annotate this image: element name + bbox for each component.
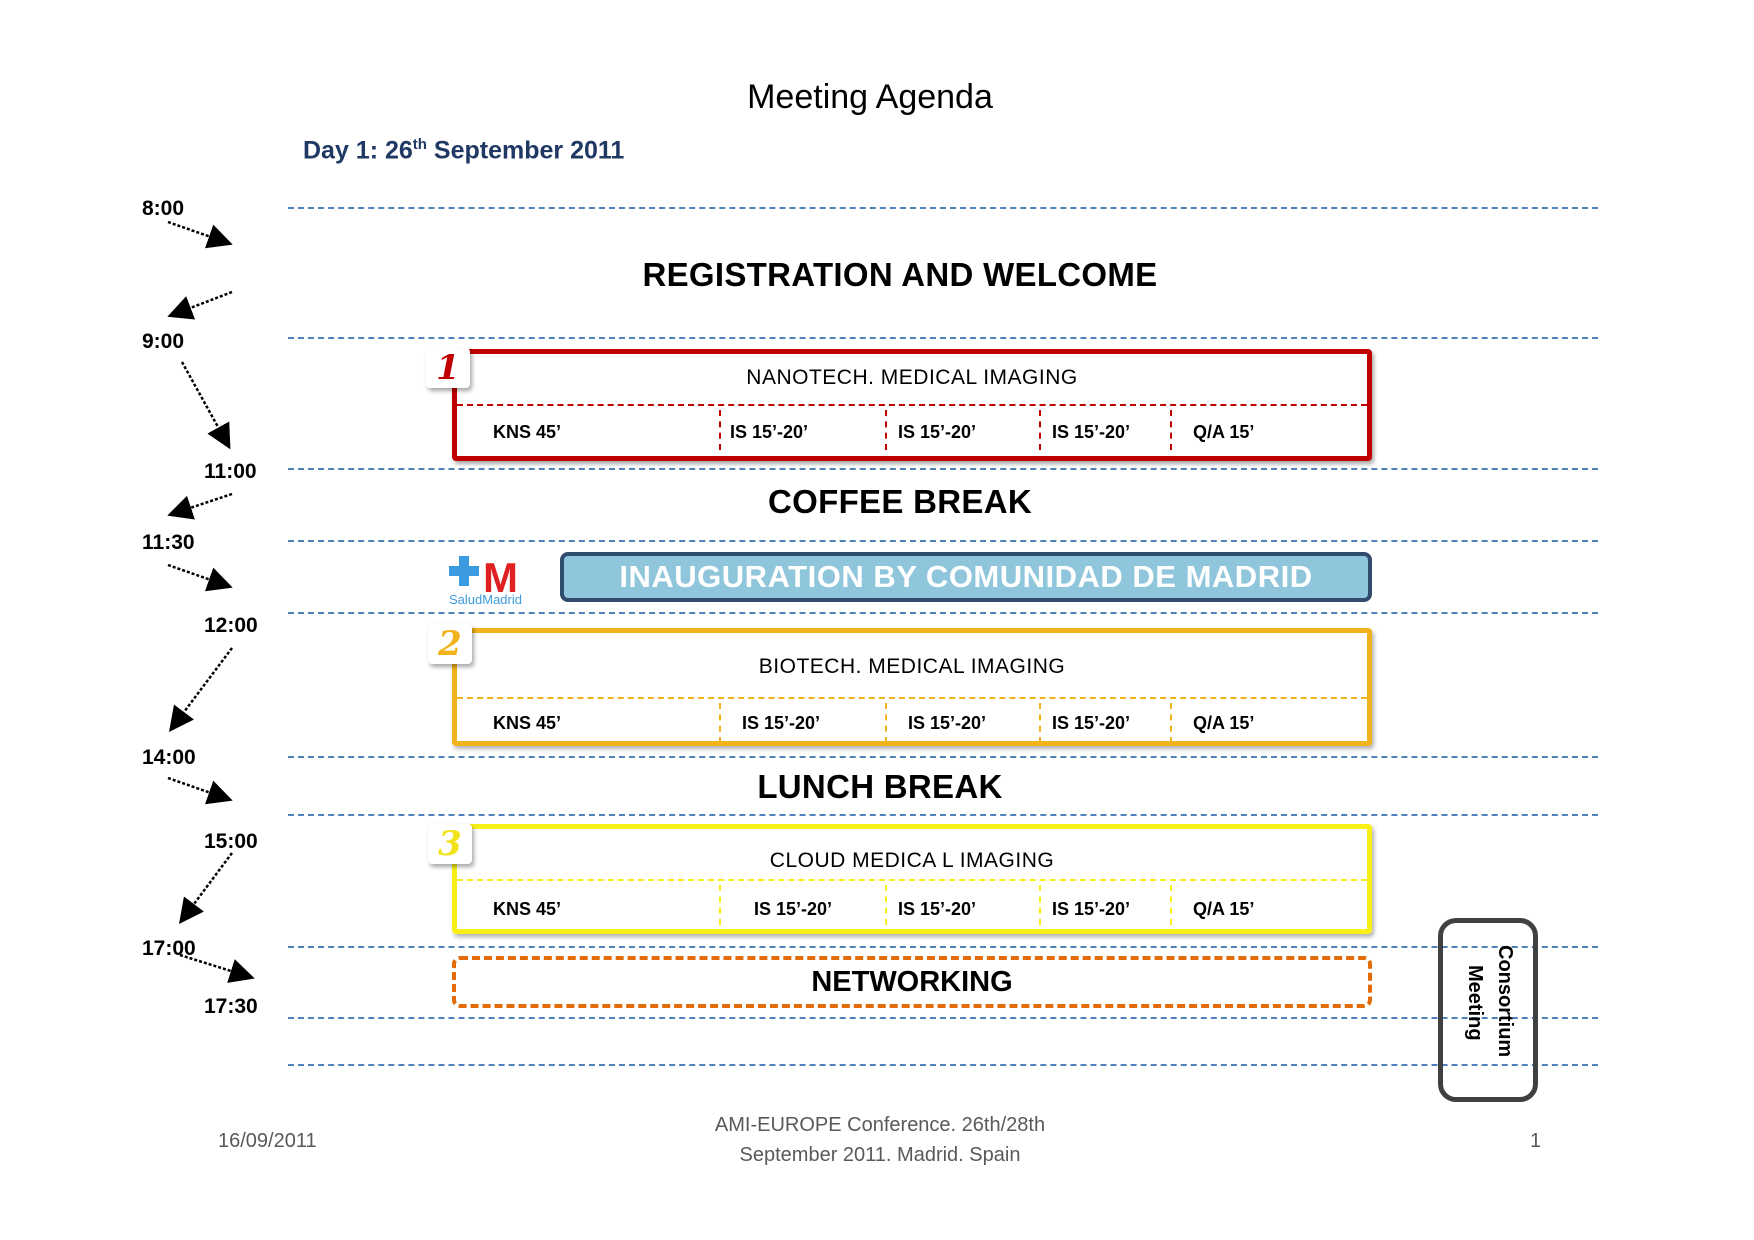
session-badge-3: 3 — [428, 824, 472, 864]
footer-center — [560, 1110, 1200, 1170]
inauguration-block: INAUGURATION BY COMUNIDAD DE MADRID — [560, 552, 1372, 602]
salud-madrid-logo — [447, 552, 537, 608]
lunch-break-block: LUNCH BREAK — [757, 768, 1003, 805]
session-cell-is: IS 15’-20’ — [898, 422, 977, 442]
session-nanotech — [452, 349, 1372, 461]
logo-text: SaludMadrid — [449, 592, 522, 607]
footer-line-2: September 2011. Madrid. Spain — [739, 1144, 1021, 1166]
session-separator — [1170, 703, 1172, 743]
session-badge-1: 1 — [426, 348, 470, 388]
arrow-icon — [168, 222, 228, 243]
arrow-icon — [180, 955, 250, 977]
arrow-icon — [172, 648, 232, 728]
session-cell-kns: KNS 45’ — [493, 713, 562, 733]
session-divider — [457, 404, 1367, 406]
session-divider — [457, 697, 1367, 699]
session-title: NANOTECH. MEDICAL IMAGING — [746, 366, 1078, 389]
arrow-icon — [172, 292, 232, 315]
time-label: 11:30 — [142, 531, 195, 554]
arrow-icon — [182, 362, 228, 445]
session-biotech — [452, 628, 1372, 746]
session-cell-kns: KNS 45’ — [493, 899, 562, 919]
page-title: Meeting Agenda — [747, 78, 993, 116]
session-separator — [1170, 885, 1172, 925]
time-label: 12:00 — [204, 614, 258, 637]
registration-block: REGISTRATION AND WELCOME — [642, 256, 1158, 293]
session-cell-is: IS 15’-20’ — [1052, 713, 1131, 733]
meeting-label: Meeting — [1464, 965, 1486, 1041]
session-separator — [719, 410, 721, 450]
networking-block: NETWORKING — [452, 956, 1372, 1008]
footer-date: 16/09/2011 — [218, 1130, 317, 1152]
arrow-icon — [182, 853, 232, 920]
session-cell-qa: Q/A 15’ — [1193, 422, 1255, 442]
coffee-break-block: COFFEE BREAK — [768, 483, 1032, 520]
session-separator — [885, 410, 887, 450]
session-cell-is: IS 15’-20’ — [1052, 422, 1131, 442]
session-separator — [1039, 885, 1041, 925]
arrow-icon — [168, 565, 228, 586]
time-label: 15:00 — [204, 830, 258, 853]
session-cell-is: IS 15’-20’ — [730, 422, 809, 442]
day-superscript: th — [412, 136, 427, 153]
day-prefix: Day 1: 26 — [303, 136, 413, 165]
session-badge-2: 2 — [428, 624, 472, 664]
session-separator — [885, 885, 887, 925]
session-separator — [885, 703, 887, 743]
session-separator — [1039, 410, 1041, 450]
session-cell-is: IS 15’-20’ — [1052, 899, 1131, 919]
footer-line-1: AMI-EUROPE Conference. 26th/28th — [714, 1114, 1046, 1136]
page-number: 1 — [1530, 1130, 1542, 1152]
logo-mark: M — [483, 554, 518, 601]
session-title: BIOTECH. MEDICAL IMAGING — [758, 655, 1066, 678]
session-separator — [1039, 703, 1041, 743]
session-cell-is: IS 15’-20’ — [908, 713, 987, 733]
arrow-icon — [172, 494, 232, 514]
time-label: 8:00 — [142, 197, 185, 220]
day-suffix: September 2011 — [426, 136, 625, 165]
session-separator — [719, 703, 721, 743]
time-label: 17:30 — [204, 995, 258, 1018]
session-separator — [1170, 410, 1172, 450]
session-cloud — [452, 824, 1372, 934]
session-cell-qa: Q/A 15’ — [1193, 713, 1255, 733]
session-title: CLOUD MEDICA L IMAGING — [769, 849, 1055, 872]
session-cell-kns: KNS 45’ — [493, 422, 562, 442]
session-separator — [719, 885, 721, 925]
time-label: 11:00 — [204, 460, 257, 483]
time-label: 9:00 — [142, 330, 185, 353]
session-cell-is: IS 15’-20’ — [898, 899, 977, 919]
consortium-label: Consortium — [1494, 945, 1516, 1058]
session-cell-is: IS 15’-20’ — [742, 713, 821, 733]
time-label: 14:00 — [142, 746, 196, 769]
session-cell-qa: Q/A 15’ — [1193, 899, 1255, 919]
session-cell-is: IS 15’-20’ — [754, 899, 833, 919]
arrow-icon — [168, 778, 228, 799]
time-label: 17:00 — [142, 937, 196, 960]
session-divider — [457, 879, 1367, 881]
consortium-meeting-box — [1438, 918, 1538, 1102]
